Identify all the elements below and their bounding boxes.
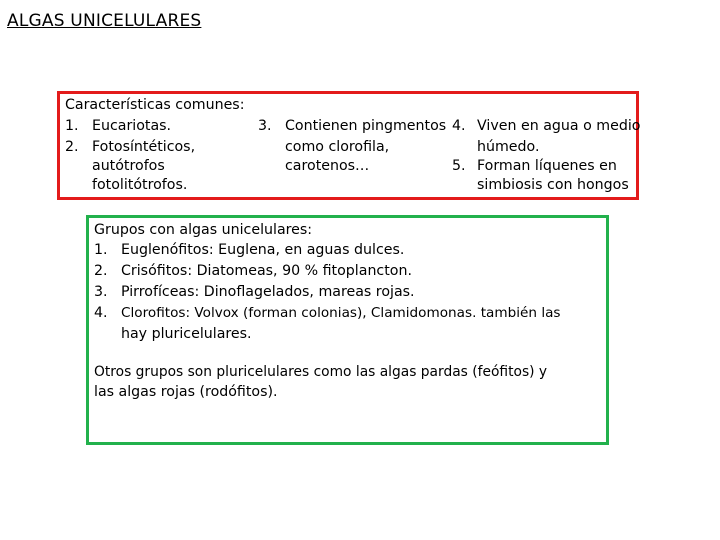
feature-number: 2. [65,139,79,155]
feature-text: Eucariotas. [92,118,172,134]
feature-text: simbiosis con hongos [477,177,629,193]
feature-text: fotolitótrofos. [92,177,188,193]
group-text: Clorofitos: Volvox (forman colonias), Clamidomonas. también las [121,305,561,321]
feature-number: 5. [452,158,466,174]
group-number: 1. [94,242,108,258]
feature-number: 4. [452,118,466,134]
feature-text: Forman líquenes en [477,158,617,174]
feature-text: como clorofila, [285,139,390,155]
group-text: Pirrofíceas: Dinoflagelados, mareas rojas. [121,284,415,300]
groups-heading: Grupos con algas unicelulares: [94,222,313,238]
feature-number: 1. [65,118,79,134]
group-text: hay pluricelulares. [121,326,252,342]
feature-text: Contienen pingmentos [285,118,447,134]
group-number: 2. [94,263,108,279]
features-heading: Características comunes: [65,97,245,113]
page-title: ALGAS UNICELULARES [7,11,202,31]
feature-text: Viven en agua o medio [477,118,641,134]
group-number: 4. [94,305,108,321]
group-text: Crisófitos: Diatomeas, 90 % fitoplancton. [121,263,412,279]
group-number: 3. [94,284,108,300]
feature-text: autótrofos [92,158,165,174]
groups-note-line: las algas rojas (rodófitos). [94,384,278,400]
feature-text: carotenos… [285,158,370,174]
groups-note-line: Otros grupos son pluricelulares como las algas pardas (feófitos) y [94,364,548,380]
feature-number: 3. [258,118,272,134]
group-text: Euglenófitos: Euglena, en aguas dulces. [121,242,405,258]
feature-text: Fotosíntéticos, [92,139,196,155]
feature-text: húmedo. [477,139,540,155]
